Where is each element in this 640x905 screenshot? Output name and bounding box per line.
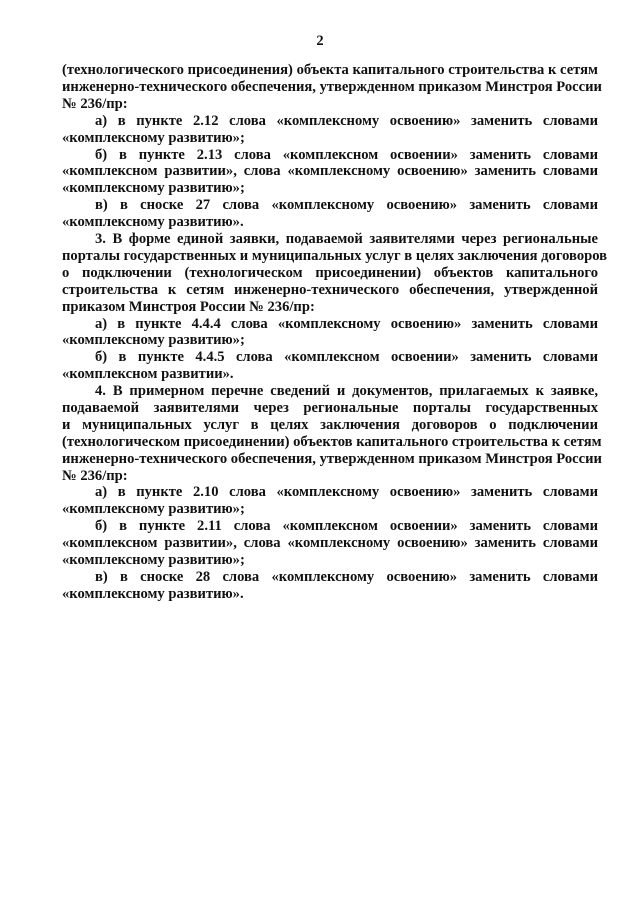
text-line: «комплексному развитию»; (62, 180, 245, 196)
page-number: 2 (316, 33, 324, 49)
text-line: «комплексному развитию». (62, 586, 244, 602)
paragraph-first-line: б) в пункте 4.4.5 слова «комплексном освоении» заменить словами (95, 349, 598, 365)
paragraph-first-line: в) в сноске 28 слова «комплексному освоению» заменить словами (95, 569, 598, 585)
text-line: подаваемой заявителями через региональные порталы государственных (62, 400, 598, 416)
text-line: о подключении (технологическом присоединении) объектов капитального (62, 265, 598, 281)
paragraph-first-line: в) в сноске 27 слова «комплексному освоению» заменить словами (95, 197, 598, 213)
text-line: № 236/пр: (62, 468, 128, 484)
text-line: «комплексном развитии», слова «комплексному освоению» заменить словами (62, 535, 598, 551)
text-line: «комплексному развитию»; (62, 130, 245, 146)
paragraph-first-line: б) в пункте 2.13 слова «комплексном освоении» заменить словами (95, 147, 598, 163)
text-line: № 236/пр: (62, 96, 128, 112)
text-line: «комплексном развитии». (62, 366, 234, 382)
text-line: «комплексному развитию»; (62, 552, 245, 568)
text-line: строительства к сетям инженерно-технического обеспечения, утвержденной (62, 282, 598, 298)
text-line: инженерно-технического обеспечения, утвержденном приказом Минстроя России (62, 79, 602, 95)
text-line: порталы государственных и муниципальных услуг в целях заключения договоров (62, 248, 608, 264)
text-line: (технологического присоединения) объекта капитального строительства к сетям (62, 62, 598, 78)
text-line: «комплексном развитии», слова «комплексному освоению» заменить словами (62, 163, 598, 179)
text-line: инженерно-технического обеспечения, утвержденном приказом Минстроя России (62, 451, 602, 467)
text-line: (технологическом присоединении) объектов капитального строительства к сетям (62, 434, 602, 450)
text-line: «комплексному развитию». (62, 214, 244, 230)
text-line: «комплексному развитию»; (62, 501, 245, 517)
paragraph-first-line: а) в пункте 2.12 слова «комплексному освоению» заменить словами (95, 113, 598, 129)
paragraph-first-line: б) в пункте 2.11 слова «комплексном освоении» заменить словами (95, 518, 598, 534)
paragraph-first-line: а) в пункте 4.4.4 слова «комплексному освоению» заменить словами (95, 316, 598, 332)
text-line: «комплексному развитию»; (62, 332, 245, 348)
paragraph-first-line: 3. В форме единой заявки, подаваемой заявителями через региональные (95, 231, 598, 247)
text-line: и муниципальных услуг в целях заключения договоров о подключении (62, 417, 598, 433)
paragraph-first-line: 4. В примерном перечне сведений и документов, прилагаемых к заявке, (95, 383, 598, 399)
paragraph-first-line: а) в пункте 2.10 слова «комплексному освоению» заменить словами (95, 484, 598, 500)
text-line: приказом Минстроя России № 236/пр: (62, 299, 315, 315)
